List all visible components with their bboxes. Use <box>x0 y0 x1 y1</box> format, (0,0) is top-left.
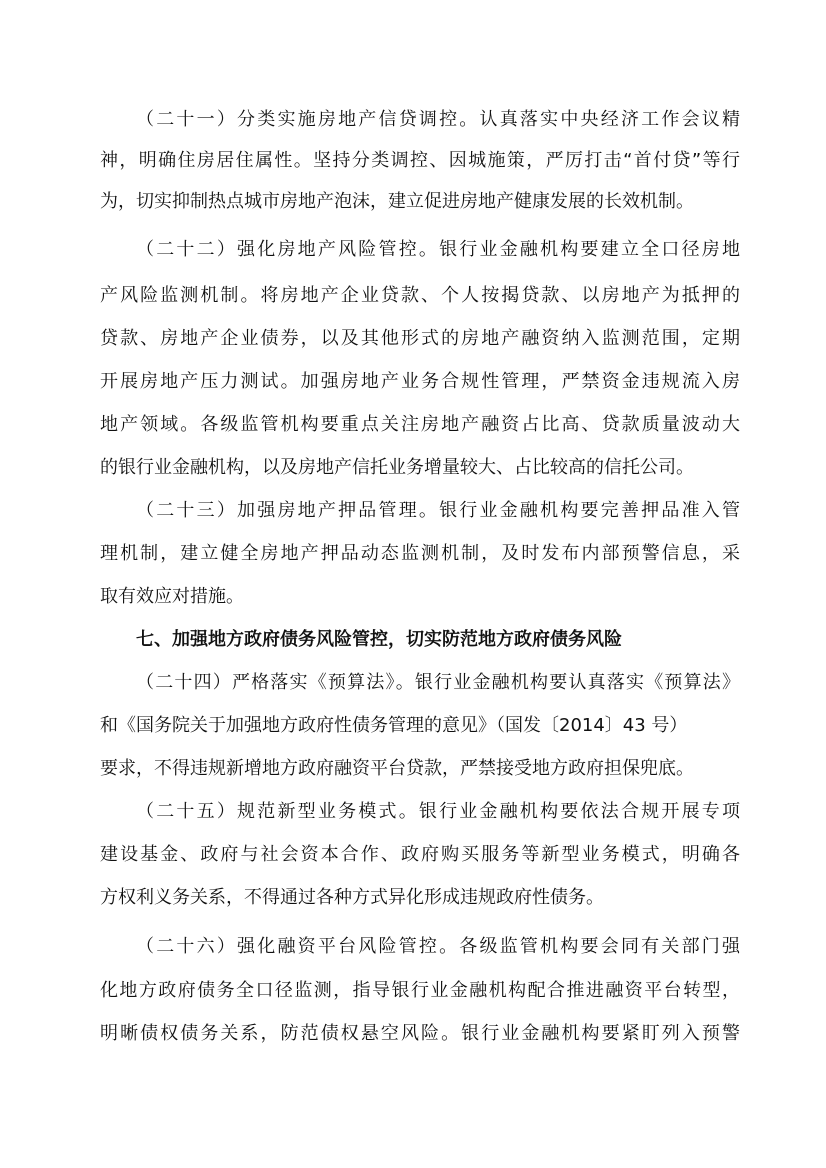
paragraph-23-line-3: 取有效应对措施。 <box>100 586 244 607</box>
paragraph-24-line-2: 和《国务院关于加强地方政府性债务管理的意见》（国发〔2014〕43 号） <box>100 715 688 736</box>
paragraph-24-line-3: 要求，不得违规新增地方政府融资平台贷款，严禁接受地方政府担保兜底。 <box>100 758 694 779</box>
paragraph-25-line-3: 方权利义务关系，不得通过各种方式异化形成违规政府性债务。 <box>100 887 604 908</box>
paragraph-21-line-3: 为，切实抑制热点城市房地产泡沫，建立促进房地产健康发展的长效机制。 <box>100 191 694 212</box>
paragraph-22-line-6: 的银行业金融机构，以及房地产信托业务增量较大、占比较高的信托公司。 <box>100 457 694 478</box>
paragraph-22-line-1: （二十二）强化房地产风险管控。银行业金融机构要建立全口径房地 <box>136 239 740 260</box>
paragraph-25-line-1: （二十五）规范新型业务模式。银行业金融机构要依法合规开展专项 <box>136 801 740 822</box>
paragraph-26-line-3: 明晰债权债务关系，防范债权悬空风险。银行业金融机构要紧盯列入预警 <box>100 1023 740 1044</box>
paragraph-21-line-2: 神，明确住房居住属性。坚持分类调控、因城施策，严厉打击“首付贷”等行 <box>100 150 740 171</box>
paragraph-23-line-1: （二十三）加强房地产押品管理。银行业金融机构要完善押品准入管 <box>136 500 740 521</box>
paragraph-26-line-2: 化地方政府债务全口径监测，指导银行业金融机构配合推进融资平台转型， <box>100 980 740 1001</box>
paragraph-23-line-2: 理机制，建立健全房地产押品动态监测机制，及时发布内部预警信息，采 <box>100 543 740 564</box>
paragraph-22-line-2: 产风险监测机制。将房地产企业贷款、个人按揭贷款、以房地产为抵押的 <box>100 285 740 306</box>
paragraph-22-line-3: 贷款、房地产企业债券，以及其他形式的房地产融资纳入监测范围，定期 <box>100 328 740 349</box>
paragraph-26-line-1: （二十六）强化融资平台风险管控。各级监管机构要会同有关部门强 <box>136 936 740 957</box>
paragraph-22-line-4: 开展房地产压力测试。加强房地产业务合规性管理，严禁资金违规流入房 <box>100 371 740 392</box>
paragraph-21-line-1: （二十一）分类实施房地产信贷调控。认真落实中央经济工作会议精 <box>136 109 740 130</box>
paragraph-24-line-1: （二十四）严格落实《预算法》。银行业金融机构要认真落实《预算法》 <box>136 672 740 693</box>
paragraph-25-line-2: 建设基金、政府与社会资本合作、政府购买服务等新型业务模式，明确各 <box>100 844 740 865</box>
section-heading: 七、加强地方政府债务风险管控，切实防范地方政府债务风险 <box>136 629 622 650</box>
paragraph-22-line-5: 地产领域。各级监管机构要重点关注房地产融资占比高、贷款质量波动大 <box>100 414 740 435</box>
